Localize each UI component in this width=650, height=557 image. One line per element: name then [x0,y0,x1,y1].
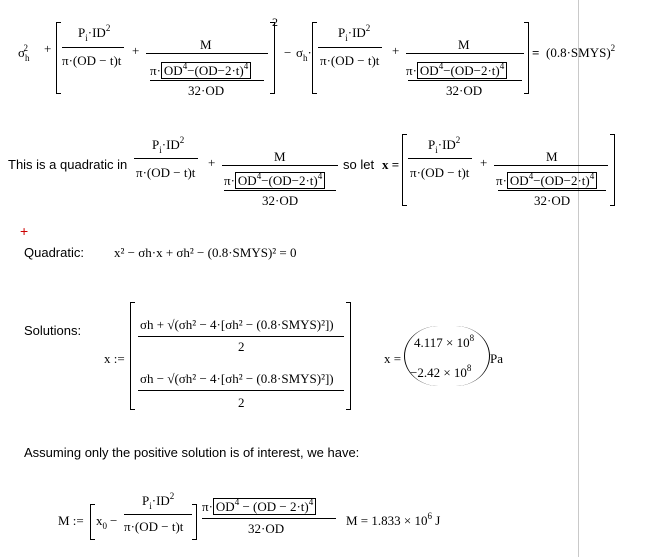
pi-bracket-expr: $\pi\cdot OD^4-(OD-2\cdot t)^4$ [224,174,325,187]
fraction-bar [494,165,608,166]
denominator-text: π·(OD − t)t [62,53,122,68]
denominator-text: 32·OD [262,193,299,208]
insert-marker-icon: + [20,223,29,239]
denominator-text: π·(OD − t)t [320,53,380,68]
right-bracket [524,22,529,94]
quadratic-label: Quadratic: [24,245,84,260]
fraction-bar [406,53,524,54]
moment-symbol: M [458,37,470,52]
pi-bracket-expr: $\pi\cdot OD^4-(OD-2\cdot t)^4$ [150,64,251,77]
unit-label: Pa [490,351,503,366]
smys-squared: (0.8·SMYS)$^2$ [546,43,616,60]
denominator-text: 32·OD [188,83,225,98]
fraction-bar [150,80,264,81]
minus-operator: − [284,45,292,60]
fraction-bar [318,47,382,48]
result-value-2: $-2.42 \times 10^8$ [410,363,472,380]
quadratic-expression: x² − σh·x + σh² − (0.8·SMYS)² = 0 [114,245,297,260]
fraction-bar [134,158,198,159]
fraction-bar [498,190,606,191]
moment-symbol: M [274,149,286,164]
right-bracket [346,302,351,410]
plus-operator: + [480,155,488,170]
solutions-region[interactable] [0,296,578,416]
sigma-h-dot: $\sigma_h\cdot$ [296,45,312,63]
fraction-bar [146,53,268,54]
right-bracket [610,134,615,206]
solution-numerator-minus: σh − √(σh² − 4·[σh² − (0.8·SMYS)²]) [140,371,334,386]
pi-id2-numerator: $P_i\cdot ID^2$ [428,135,461,155]
x-equals: x = [382,157,400,172]
left-bracket [402,134,407,206]
plus-operator: + [44,41,52,56]
x0: $x_0$ [96,513,107,531]
denominator-text: 32·OD [534,193,571,208]
text-line: so let [343,157,375,172]
plus-operator: + [208,155,216,170]
left-bracket [56,22,61,94]
assumption-region[interactable] [0,440,578,468]
fraction-bar [138,390,344,391]
fraction-bar [138,336,344,337]
result-value-1: $4.117 \times 10^8$ [414,333,475,350]
fraction-bar [202,518,336,519]
fraction-bar [222,165,338,166]
denominator-text: 2 [238,395,245,410]
plus-operator: + [132,43,140,58]
pi-bracket-expr: $\pi\cdot OD^4-(OD-2\cdot t)^4$ [406,64,507,77]
fraction-bar [62,47,124,48]
minus-operator: − [110,513,118,528]
m-assign: M := [58,513,84,528]
right-bracket [192,504,197,540]
moment-symbol: M [546,149,558,164]
fraction-bar [408,80,522,81]
left-bracket [312,22,317,94]
solution-numerator-plus: σh + √(σh² − 4·[σh² − (0.8·SMYS)²]) [140,317,334,332]
assumption-text: Assuming only the positive solution is of interest, we have: [24,445,360,460]
sigma-h: $\sigma_h^2$ [18,43,30,63]
final-moment-region[interactable] [0,478,578,553]
fraction-bar [124,514,192,515]
denominator-text: 32·OD [248,521,285,536]
equation-row-1[interactable] [0,0,616,110]
denominator-text: π·(OD − t)t [124,519,184,534]
denominator-text: π·(OD − t)t [410,165,470,180]
plus-operator: + [392,43,400,58]
x-equals: x = [384,351,402,366]
left-bracket [130,302,135,410]
pi-bracket-expr: $\pi\cdot OD^4 - (OD - 2\cdot t)^4$ [202,500,316,513]
exponent: 2 [272,15,278,29]
pi-id2-numerator: $P_i\cdot ID^2$ [338,23,371,43]
left-bracket [90,504,95,540]
quadratic-region[interactable] [0,222,578,272]
fraction-bar [224,190,336,191]
pi-id2-numerator: $P_i\cdot ID^2$ [152,135,185,155]
pi-bracket-expr: $\pi\cdot OD^4-(OD-2\cdot t)^4$ [496,174,597,187]
x-assign: x := [104,351,125,366]
pi-id2-numerator: $P_i\cdot ID^2$ [78,23,111,43]
text-line: This is a quadratic in [8,157,128,172]
moment-symbol: M [200,37,212,52]
text-region-quadratic-in[interactable] [0,110,595,215]
fraction-bar [408,158,472,159]
pi-id2-numerator: $P_i\cdot ID^2$ [142,491,175,511]
denominator-text: π·(OD − t)t [136,165,196,180]
final-result: $M = 1.833 \times 10^6$ J [346,511,441,528]
denominator-text: 2 [238,339,245,354]
page-margin-line [578,0,579,557]
solutions-label: Solutions: [24,323,82,338]
equals-operator: = [532,45,540,60]
denominator-text: 32·OD [446,83,483,98]
right-bracket [270,22,275,94]
